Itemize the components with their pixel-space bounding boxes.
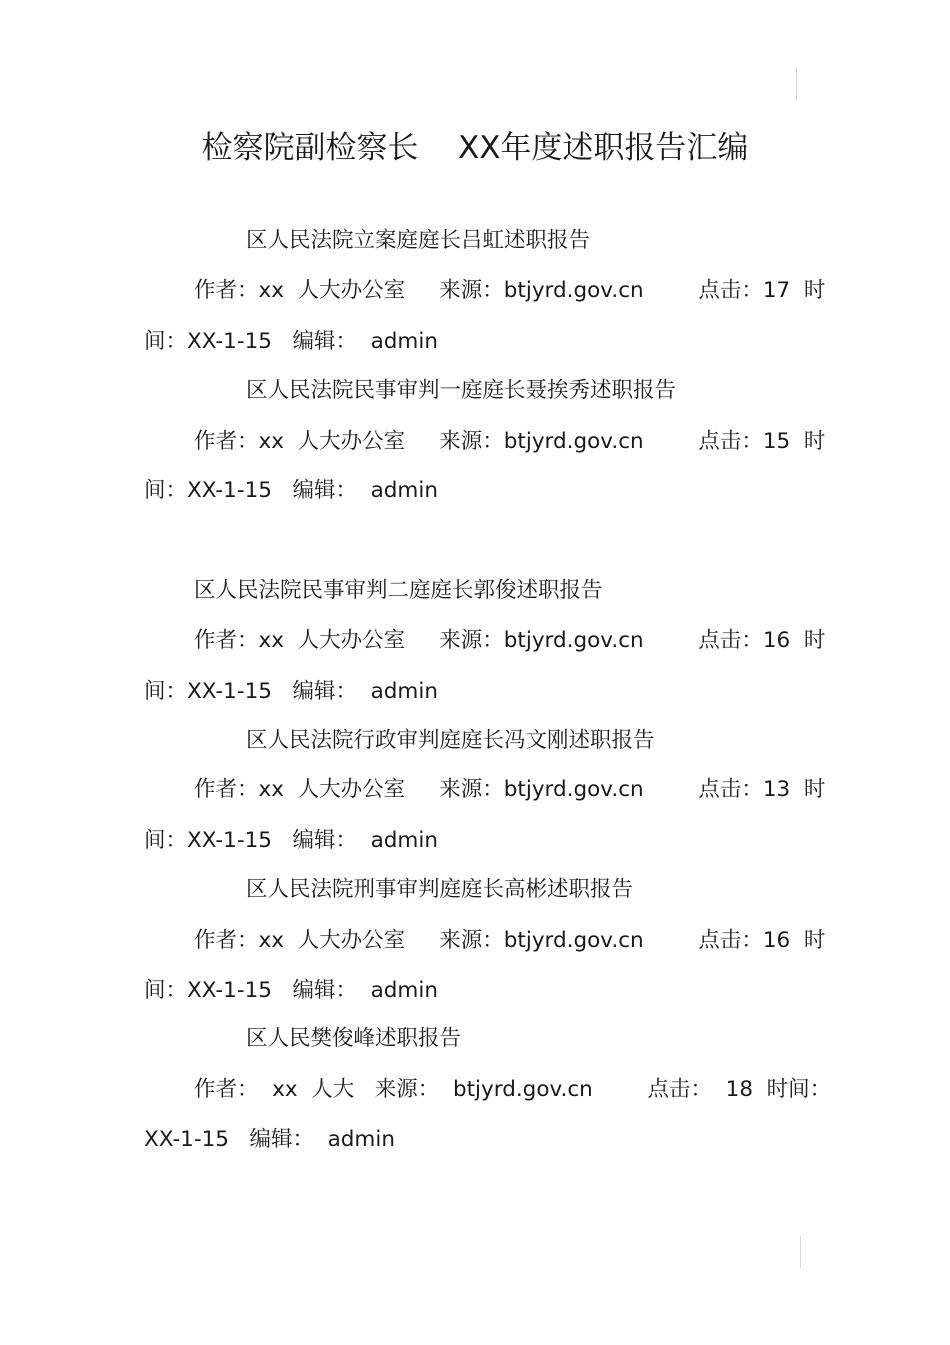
entry-meta-wrap: 间：XX-1-15 编辑： admin	[144, 478, 438, 503]
entry-meta: 作者：xx 人大办公室 来源：btjyrd.gov.cn 点击：13 时	[194, 777, 826, 802]
entry-meta: 作者：xx 人大办公室 来源：btjyrd.gov.cn 点击：15 时	[194, 429, 826, 454]
entry-heading: 区人民法院民事审判二庭庭长郭俊述职报告	[194, 578, 603, 603]
page-corner-mark-bottom	[800, 1236, 801, 1268]
entry-meta-wrap: 间：XX-1-15 编辑： admin	[144, 679, 438, 704]
entry-heading: 区人民法院立案庭庭长吕虹述职报告	[246, 228, 591, 253]
entry-heading: 区人民法院民事审判一庭庭长聂挨秀述职报告	[246, 378, 677, 403]
entry-meta-wrap: 间：XX-1-15 编辑： admin	[144, 828, 438, 853]
entry-heading: 区人民樊俊峰述职报告	[246, 1026, 462, 1051]
entry-meta: 作者：xx 人大办公室 来源：btjyrd.gov.cn 点击：16 时	[194, 928, 826, 953]
entry-meta-wrap: XX-1-15 编辑： admin	[144, 1127, 395, 1152]
entry-heading: 区人民法院刑事审判庭庭长高彬述职报告	[246, 877, 634, 902]
entry-heading: 区人民法院行政审判庭庭长冯文刚述职报告	[246, 728, 655, 753]
entry-meta-wrap: 间：XX-1-15 编辑： admin	[144, 329, 438, 354]
page-corner-mark-top	[796, 68, 797, 100]
entry-meta: 作者：xx 人大办公室 来源：btjyrd.gov.cn 点击：17 时	[194, 278, 826, 303]
document-title: 检察院副检察长 XX年度述职报告汇编	[201, 130, 749, 166]
entry-meta: 作者：xx 人大办公室 来源：btjyrd.gov.cn 点击：16 时	[194, 628, 826, 653]
entry-meta-wrap: 间：XX-1-15 编辑： admin	[144, 978, 438, 1003]
entry-meta: 作者： xx 人大 来源： btjyrd.gov.cn 点击： 18 时间：	[194, 1077, 832, 1102]
